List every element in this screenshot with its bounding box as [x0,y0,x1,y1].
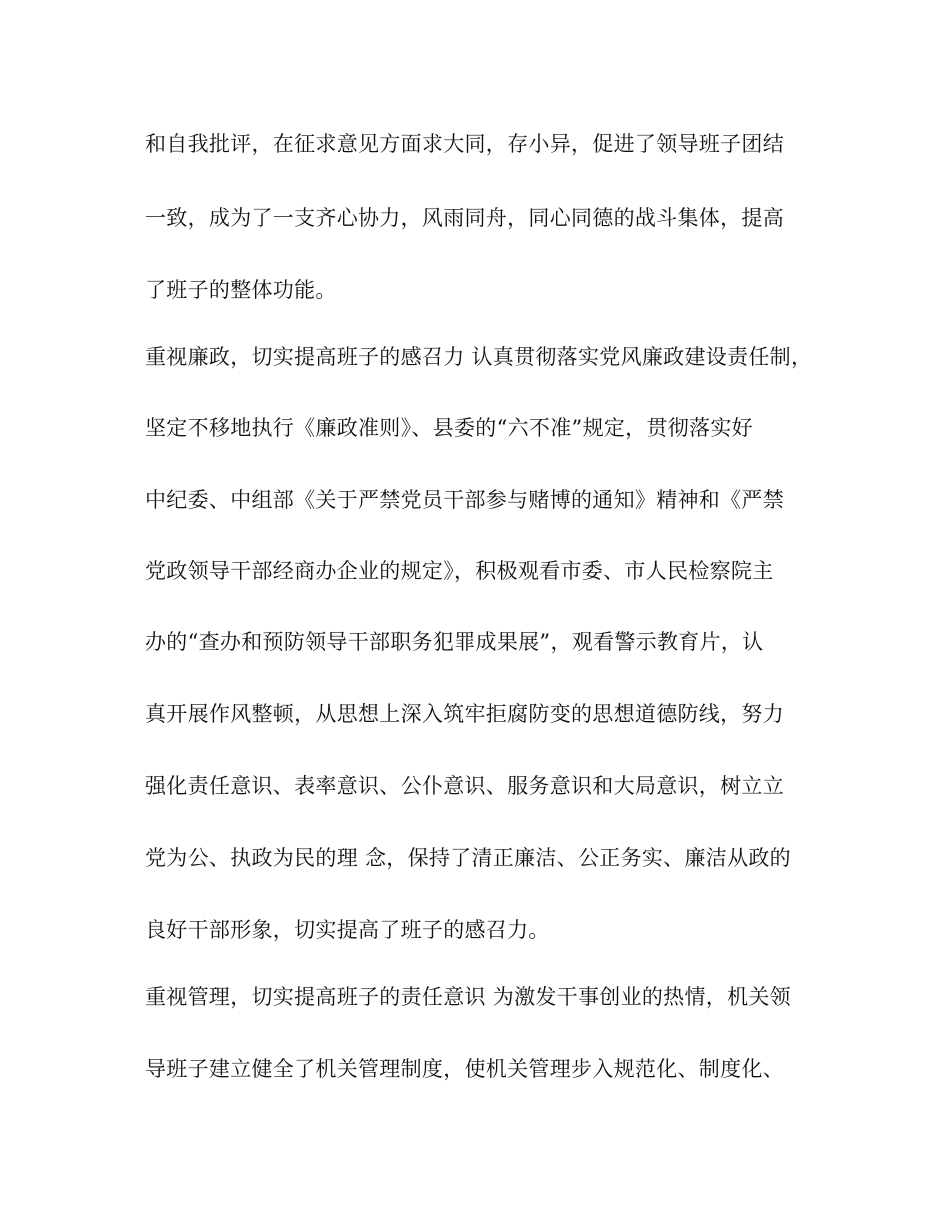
text-line: 一致，成为了一支齐心协力，风雨同舟，同心同德的战斗集体，提高 [145,206,784,230]
section-heading-line: 重视廉政，切实提高班子的感召力 认真贯彻落实党风廉政建设责任制， [145,345,813,369]
text-line: 导班子建立健全了机关管理制度，使机关管理步入规范化、制度化、 [145,1057,784,1081]
text-line: 坚定不移地执行《廉政准则》、县委的“六不准”规定，贯彻落实好 [145,416,753,440]
text-line: 中纪委、中组部《关于严禁党员干部参与赌博的通知》精神和《严禁 [145,488,784,512]
text-line: 党为公、执政为民的理 念，保持了清正廉洁、公正务实、廉洁从政的 [145,846,791,870]
text-line: 了班子的整体功能。 [145,278,337,302]
text-line: 和自我批评，在征求意见方面求大同，存小异，促进了领导班子团结 [145,132,784,156]
text-line: 强化责任意识、表率意识、公仆意识、服务意识和大局意识，树立立 [145,774,784,798]
text-line: 良好干部形象，切实提高了班子的感召力。 [145,918,550,942]
text-line: 党政领导干部经商办企业的规定》，积极观看市委、市人民检察院主 [145,559,774,583]
text-line: 真开展作风整顿，从思想上深入筑牢拒腐防变的思想道德防线，努力 [145,702,784,726]
section-heading-line: 重视管理，切实提高班子的责任意识 为激发干事创业的热情，机关领 [145,985,791,1009]
text-line: 办的“查办和预防领导干部职务犯罪成果展”，观看警示教育片，认 [145,630,764,654]
